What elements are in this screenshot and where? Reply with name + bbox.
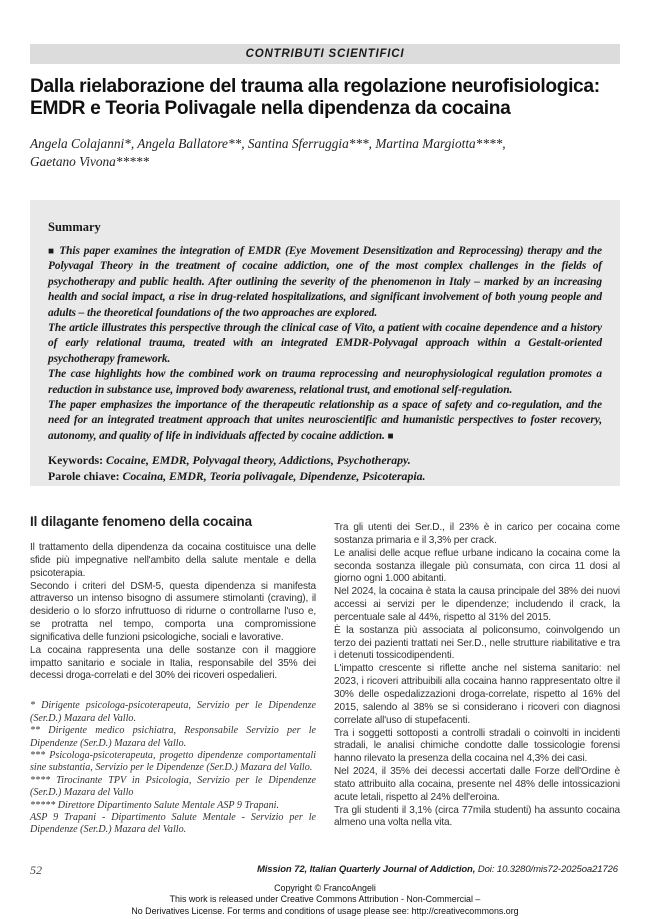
keywords-value: Cocaine, EMDR, Polyvagal theory, Addictions, Psychotherapy. [106,453,411,468]
summary-box [30,200,620,486]
body-paragraph: Tra gli utenti dei Ser.D., il 23% è in carico per cocaina come sostanza primaria e il 3,3% per crack. [334,522,620,546]
body-paragraph: L'impatto crescente si riflette anche nel sistema sanitario: nel 2023, i ricoveri attribuibili alla cocaina hanno rappresentato oltre il 30% delle ospedalizzazioni droga-correlate, rispetto al 16% del 2015, salendo al 38% se si considerano i ricoveri con diagnosi correlate all'uso di stupefacenti. [334,663,620,726]
footnote: ** Dirigente medico psichiatra, Responsabile Servizio per le Dipendenze (Ser.D.) Mazara del Vallo. [30,725,316,749]
journal-name: Mission 72, Italian Quarterly Journal of Addiction, [256,864,476,875]
author-list [30,135,600,171]
license-line: This work is released under Creative Commons Attribution - Non-Commercial – [169,894,481,905]
body-paragraph: Secondo i criteri del DSM-5, questa dipendenza si manifesta attraverso un intenso bisogno di assumere stimolanti (craving), il desiderio o lo sforzo infruttuoso di ridurne o controllarne l'uso e, se protratta nel tempo, comporta una compromissione significativa delle funzioni psicologiche, sociali e lavorative. [30,580,316,643]
footnote: ***** Direttore Dipartimento Salute Mentale ASP 9 Trapani. [30,799,279,811]
footnotes [30,700,316,836]
footnote: **** Tirocinante TPV in Psicologia, Servizio per le Dipendenze (Ser.D.) Mazara del Vallo [30,774,316,799]
doi[interactable]: Doi: 10.3280/mis72-2025oa21726 [477,864,618,875]
journal-citation [257,864,618,875]
left-column [30,514,316,837]
authors-line-2: Gaetano Vivona***** [30,154,150,169]
keywords-en [48,452,602,468]
footnote: *** Psicologa-psicoterapeuta, progetto dipendenze comportamentali sine substantia, Servizio per le Dipendenze (Ser.D.) Mazara del Vallo. [30,749,316,774]
article-title-line-1: Dalla rielaborazione del trauma alla regolazione neurofisiologica: [30,76,600,97]
summary-paragraph: ■ This paper examines the integration of EMDR (Eye Movement Desensitization and Reprocessing) therapy and the Polyvagal Theory in the treatment of cocaine addiction, one of the most complex challenges in the fields of psychotherapy and public health. After outlining the severity of the phenomenon in Italy – marked by an increasing health and social impact, a rise in drug-related hospitalizations, and significant involvement of both young people and adults – the theoretical foundations of the two approaches are explored. [48,245,602,319]
summary-abstract [48,244,602,444]
body-paragraph: Tra i soggetti sottoposti a controlli stradali o coinvolti in incidenti stradali, le analisi chimiche condotte dalle tossicologie forensi hanno rilevato la presenza della cocaina nel 4,3% dei casi. [334,727,620,765]
license-link-line[interactable]: No Derivatives License. For terms and conditions of usage please see: http://creativecommons.org [131,905,519,916]
footnote: * Dirigente psicologa-psicoterapeuta, Servizio per le Dipendenze (Ser.D.) Mazara del Vallo. [30,700,316,724]
footnote: ASP 9 Trapani - Dipartimento Salute Mentale - Servizio per le Dipendenze (Ser.D.) Mazara del Vallo. [30,811,316,836]
summary-paragraph: The paper emphasizes the importance of the therapeutic relationship as a space of safety and co-regulation, and the need for an integrated treatment approach that unites neuroscientific and humanistic perspectives to foster recovery, autonomy, and quality of life in individuals affected by cocaine addiction. ■ [48,399,602,442]
keywords-it [48,468,602,484]
section-heading: Il dilagante fenomeno della cocaina [30,514,252,529]
keywords [48,452,602,484]
body-paragraph: La cocaina rappresenta una delle sostanze con il maggiore impatto sanitario e sociale in Italia, responsabile del 35% dei decessi droga-correlati e del 30% dei ricoveri ospedalieri. [30,644,316,682]
summary-paragraph: The case highlights how the combined work on trauma reprocessing and neurophysiological regulation promotes a reduction in substance use, improved body awareness, relational trust, and emotional self-regulation. [48,368,602,396]
body-paragraph: Tra gli studenti il 3,1% (circa 77mila studenti) ha assunto cocaina almeno una volta nella vita. [334,804,620,829]
keywords-label: Keywords: [48,453,104,468]
body-text-left [30,542,316,683]
page-number: 52 [30,863,42,877]
body-paragraph: È la sostanza più associata al policonsumo, coinvolgendo un terzo dei pazienti trattati nei Ser.D., nelle strutture riabilitative e tra i detenuti tossicodipendenti. [334,624,620,662]
body-paragraph: Il trattamento della dipendenza da cocaina costituisce una delle sfide più impegnative nell'ambito della salute mentale e della psicoterapia. [30,542,316,579]
copyright-notice [0,883,650,917]
right-column [334,522,620,830]
section-label: CONTRIBUTI SCIENTIFICI [30,44,620,64]
body-text-right [334,522,620,830]
square-end-icon: ■ [387,430,394,442]
body-paragraph: Nel 2024, la cocaina è stata la causa principale del 38% dei nuovi accessi ai servizi per le dipendenze; includendo il crack, la percentuale sale al 44%, rispetto al 31% del 2015. [334,586,620,623]
parole-chiave-label: Parole chiave: [48,469,120,484]
copyright-line: Copyright © FrancoAngeli [274,883,376,893]
summary-heading: Summary [48,220,101,234]
body-paragraph: Le analisi delle acque reflue urbane indicano la cocaina come la seconda sostanza illegale più consumata, con circa 11 dosi al giorno ogni 1.000 abitanti. [334,547,620,585]
authors-line-1: Angela Colajanni*, Angela Ballatore**, Santina Sferruggia***, Martina Margiotta****, [30,136,506,151]
parole-chiave-value: Cocaina, EMDR, Teoria polivagale, Dipendenze, Psicoterapia. [122,469,426,484]
article-title-line-2: EMDR e Teoria Polivagale nella dipendenza da cocaina [30,98,511,119]
summary-paragraph: The article illustrates this perspective through the clinical case of Vito, a patient with cocaine dependence and a history of early relational trauma, treated with an integrated EMDR-Polyvagal approach within a Gestalt-oriented psychotherapy framework. [48,322,602,365]
square-bullet-icon: ■ [48,246,56,257]
body-paragraph: Nel 2024, il 35% dei decessi accertati dalle Forze dell'Ordine è stato attribuito alla cocaina, presente nel 48% delle intossicazioni acute letali, rispetto al 24% dell'eroina. [334,766,620,803]
article-title [30,76,630,120]
